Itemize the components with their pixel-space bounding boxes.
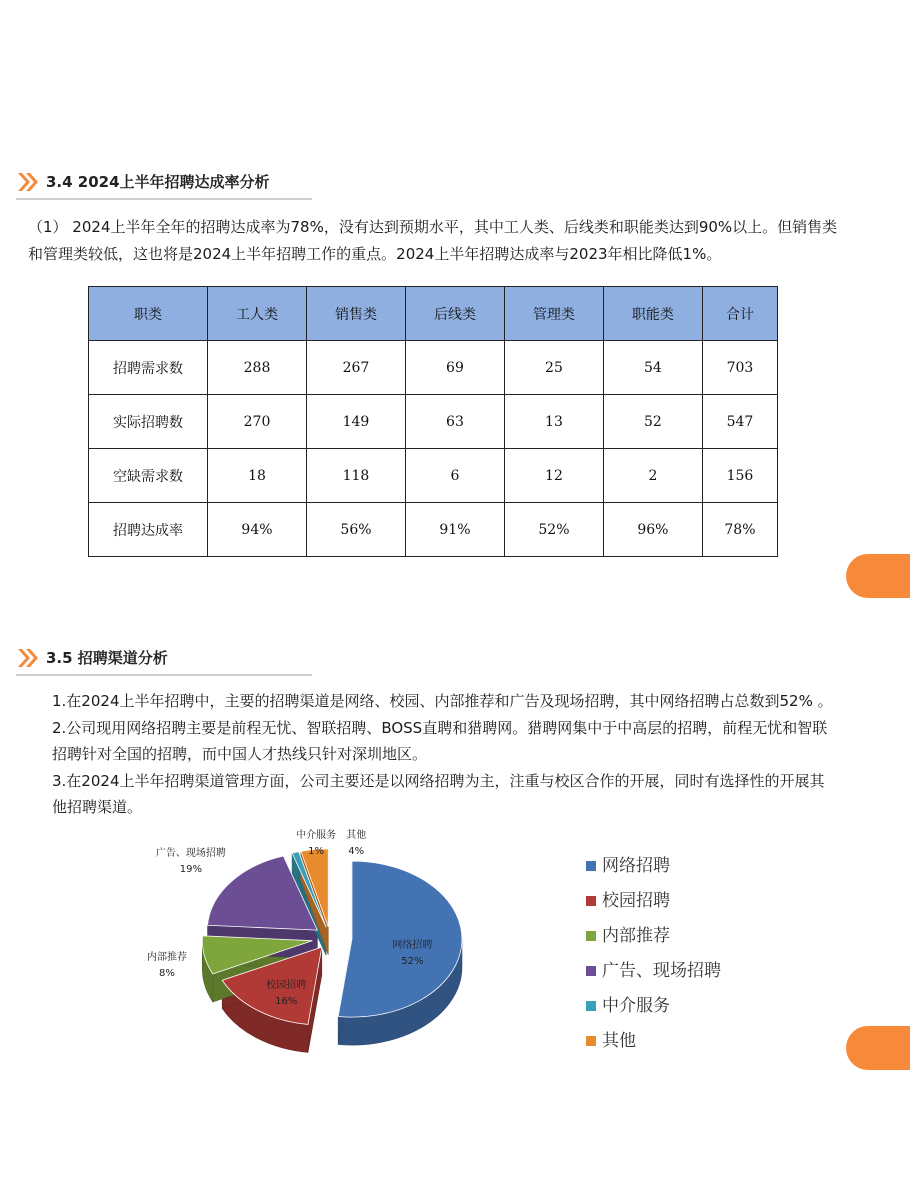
table-cell: 288: [208, 341, 307, 395]
table-cell: 13: [504, 395, 603, 449]
header-cell: 后线类: [405, 287, 504, 341]
pie-label-value: 19%: [179, 864, 202, 876]
legend-swatch: [586, 1036, 596, 1046]
table-row: [89, 341, 778, 395]
double-chevron-icon: [16, 170, 42, 194]
paragraph-line: 和管理类较低，这也将是2024上半年招聘工作的重点。2024上半年招聘达成率与2023年相比降低1%。: [28, 245, 722, 263]
pie-label-value: 16%: [275, 995, 298, 1007]
row-label: 招聘达成率: [89, 503, 208, 557]
table-cell: 12: [504, 449, 603, 503]
table-cell: 6: [405, 449, 504, 503]
table-row: [89, 395, 778, 449]
recruitment-rate-table: [88, 286, 778, 557]
table-header-row: [89, 287, 778, 341]
table-cell: 270: [208, 395, 307, 449]
decorative-orange-tab: [846, 1026, 910, 1070]
table-cell: 54: [603, 341, 702, 395]
paragraph-line: 1.在2024上半年招聘中，主要的招聘渠道是网络、校园、内部推荐和广告及现场招聘，其中网络招聘占总数到52% 。: [52, 692, 833, 710]
header-cell: 销售类: [306, 287, 405, 341]
pie-label-category: 中介服务: [296, 830, 337, 841]
legend-swatch: [586, 1001, 596, 1011]
section-title: 3.4 2024上半年招聘达成率分析: [46, 173, 270, 191]
section-heading-3-4: [16, 168, 312, 200]
section-title: 3.5 招聘渠道分析: [46, 649, 168, 667]
legend-label: 内部推荐: [602, 926, 670, 946]
table-cell: 118: [306, 449, 405, 503]
paragraph-line: 招聘针对全国的招聘，而中国人才热线只针对深圳地区。: [52, 745, 428, 763]
table-row: [89, 503, 778, 557]
header-cell: 职能类: [603, 287, 702, 341]
double-chevron-icon: [16, 646, 42, 670]
paragraph-line: 3.在2024上半年招聘渠道管理方面，公司主要还是以网络招聘为主，注重与校区合作的开展，同时有选择性的开展其: [52, 771, 825, 790]
row-label: 空缺需求数: [89, 449, 208, 503]
legend-label: 其他: [602, 1031, 636, 1051]
table-cell: 52%: [504, 503, 603, 557]
pie-label-category: 内部推荐: [146, 952, 187, 964]
channel-pie-chart: [146, 826, 730, 1088]
rate-paragraph: [28, 214, 892, 268]
section-heading-3-5: [16, 644, 312, 676]
pie-label-category: 其他: [346, 830, 367, 841]
pie-label-category: 校园招聘: [266, 979, 307, 991]
header-cell: 职类: [89, 287, 208, 341]
pie-label-category: 广告、现场招聘: [155, 848, 226, 860]
paragraph-line: （1） 2024上半年全年的招聘达成率为78%，没有达到预期水平，其中工人类、后线类和职能类达到90%以上。但销售类: [28, 218, 838, 236]
legend-swatch: [586, 931, 596, 941]
table-cell: 63: [405, 395, 504, 449]
legend-label: 网络招聘: [602, 856, 670, 876]
legend-swatch: [586, 896, 596, 906]
legend-label: 中介服务: [602, 996, 670, 1016]
table-cell: 94%: [208, 503, 307, 557]
table-cell: 52: [603, 395, 702, 449]
legend-label: 广告、现场招聘: [602, 961, 721, 981]
table-cell: 25: [504, 341, 603, 395]
table-cell: 18: [208, 449, 307, 503]
header-cell: 管理类: [504, 287, 603, 341]
pie-label-value: 8%: [159, 968, 175, 980]
table-cell: 2: [603, 449, 702, 503]
paragraph-line: 2.公司现用网络招聘主要是前程无忧、智联招聘、BOSS直聘和猎聘网。猎聘网集中于中高层的招聘，前程无忧和智联: [52, 718, 828, 737]
legend-label: 校园招聘: [602, 891, 670, 911]
legend-swatch: [586, 861, 596, 871]
table-cell: 149: [306, 395, 405, 449]
table-cell: 703: [702, 341, 777, 395]
channel-paragraph: [52, 688, 892, 821]
table-cell: 91%: [405, 503, 504, 557]
pie-label-value: 1%: [308, 846, 325, 857]
table-cell: 156: [702, 449, 777, 503]
header-cell: 合计: [702, 287, 777, 341]
table-cell: 547: [702, 395, 777, 449]
pie-label-value: 4%: [348, 846, 365, 857]
table-cell: 96%: [603, 503, 702, 557]
table-cell: 69: [405, 341, 504, 395]
row-label: 招聘需求数: [89, 341, 208, 395]
decorative-orange-tab: [846, 554, 910, 598]
table-cell: 56%: [306, 503, 405, 557]
pie-label-value: 52%: [401, 955, 424, 967]
header-cell: 工人类: [208, 287, 307, 341]
paragraph-line: 他招聘渠道。: [52, 798, 143, 816]
legend-swatch: [586, 966, 596, 976]
pie-label-category: 网络招聘: [392, 939, 433, 951]
table-cell: 267: [306, 341, 405, 395]
table-row: [89, 449, 778, 503]
row-label: 实际招聘数: [89, 395, 208, 449]
table-cell: 78%: [702, 503, 777, 557]
